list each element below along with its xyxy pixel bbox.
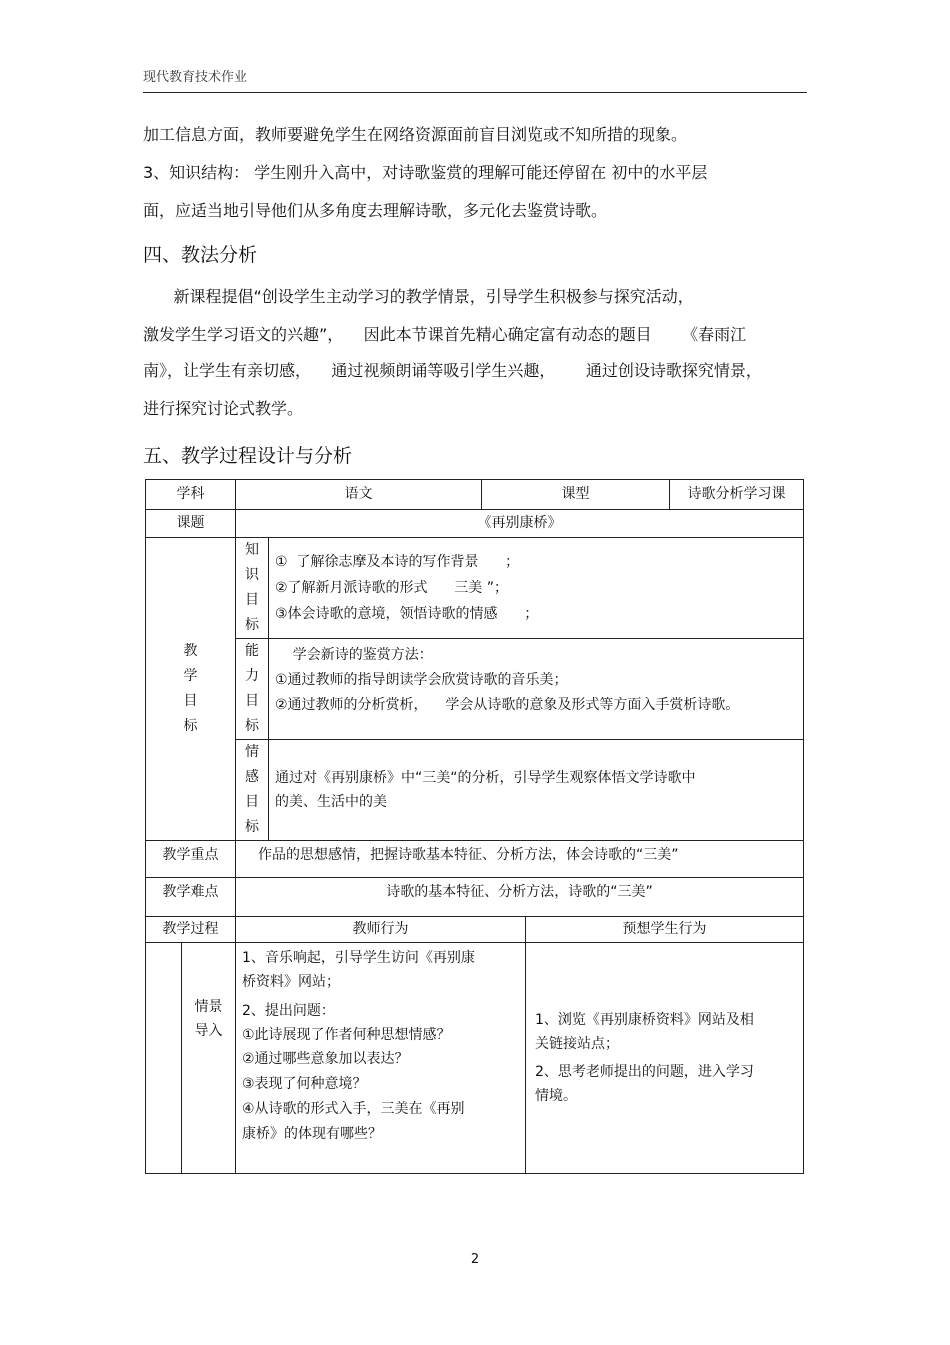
emotion-goal-content: 通过对《再别康桥》中“三美“的分析，引导学生观察体悟文学诗歌中 的美、生活中的美 [269, 740, 804, 841]
intro-line: 3、知识结构： 学生刚升入高中，对诗歌鉴赏的理解可能还停留在 初中的水平层 [143, 163, 708, 182]
difficulty-row [146, 878, 804, 917]
knowledge-goal-content: ① 了解徐志摩及本诗的写作背景 ； ②了解新月派诗歌的形式 三美 ”； ③体会诗歌的意境，领悟诗歌的情感 ； [269, 538, 804, 639]
topic-row [146, 510, 804, 538]
process-label: 教学过程 [146, 917, 236, 943]
ability-goal-content: 学会新诗的鉴赏方法： ①通过教师的指导朗读学会欣赏诗歌的音乐美； ②通过教师的分析赏析， 学会从诗歌的意象及形式等方面入手赏析诗歌。 [269, 639, 804, 740]
section4-line: 激发学生学习语文的兴趣”， 因此本节课首先精心确定富有动态的题目 《春雨江 [143, 325, 747, 344]
process-empty-cell [146, 943, 182, 1174]
section4-line: 南》，让学生有亲切感， 通过视频朗诵等吸引学生兴趣， 通过创设诗歌探究情景， [143, 361, 762, 380]
process-header-row [146, 917, 804, 943]
lesson-type-label: 课型 [482, 480, 670, 510]
lesson-type-value: 诗歌分析学习课 [670, 480, 804, 510]
intro-line: 加工信息方面，教师要避免学生在网络资源面前盲目浏览或不知所措的现象。 [143, 125, 688, 144]
key-point-value: 作品的思想感情，把握诗歌基本特征、分析方法，体会诗歌的“三美” [236, 841, 804, 878]
key-point-label: 教学重点 [146, 841, 236, 878]
page-header: 现代教育技术作业 [143, 70, 248, 85]
emotion-goal-row [146, 740, 804, 841]
teaching-goals-label: 教 学 目 标 [146, 538, 236, 841]
knowledge-goal-label: 知 识 目 标 [236, 538, 269, 639]
emotion-goal-label: 情 感 目 标 [236, 740, 269, 841]
header-divider [143, 92, 807, 93]
section-heading-5: 五、教学过程设计与分析 [143, 445, 353, 467]
topic-value: 《再别康桥》 [236, 510, 804, 538]
knowledge-goal-row [146, 538, 804, 639]
student-behavior-content: 1、浏览《再别康桥资料》网站及相 关链接站点； 2、思考老师提出的问题，进入学习 情境。 [526, 943, 804, 1174]
topic-label: 课题 [146, 510, 236, 538]
section-heading-4: 四、教法分析 [143, 244, 258, 266]
section4-line: 新课程提倡“创设学生主动学习的教学情景，引导学生积极参与探究活动， [143, 287, 694, 306]
teacher-behavior-content: 1、音乐响起，引导学生访问《再别康 桥资料》网站； 2、提出问题： ①此诗展现了作者何种思想情感？ ②通过哪些意象加以表达？ ③表现了何种意境？ ④从诗歌的形式入手，三美在《再别 康桥》的体现有哪些？ [236, 943, 526, 1174]
intro-line: 面，应适当地引导他们从多角度去理解诗歌，多元化去鉴赏诗歌。 [143, 201, 608, 220]
subject-label: 学科 [146, 480, 236, 510]
difficulty-value: 诗歌的基本特征、分析方法，诗歌的“三美” [236, 878, 804, 917]
difficulty-label: 教学难点 [146, 878, 236, 917]
scene-intro-label: 情景 导入 [182, 943, 236, 1174]
ability-goal-row [146, 639, 804, 740]
key-point-row [146, 841, 804, 878]
teacher-behavior-header: 教师行为 [236, 917, 526, 943]
subject-row [146, 480, 804, 510]
lesson-plan-table [145, 479, 804, 1174]
page-number: 2 [470, 1252, 480, 1267]
subject-value: 语文 [236, 480, 482, 510]
student-behavior-header: 预想学生行为 [526, 917, 804, 943]
scene-intro-row [146, 943, 804, 1174]
ability-goal-label: 能 力 目 标 [236, 639, 269, 740]
section4-line: 进行探究讨论式教学。 [143, 399, 304, 418]
